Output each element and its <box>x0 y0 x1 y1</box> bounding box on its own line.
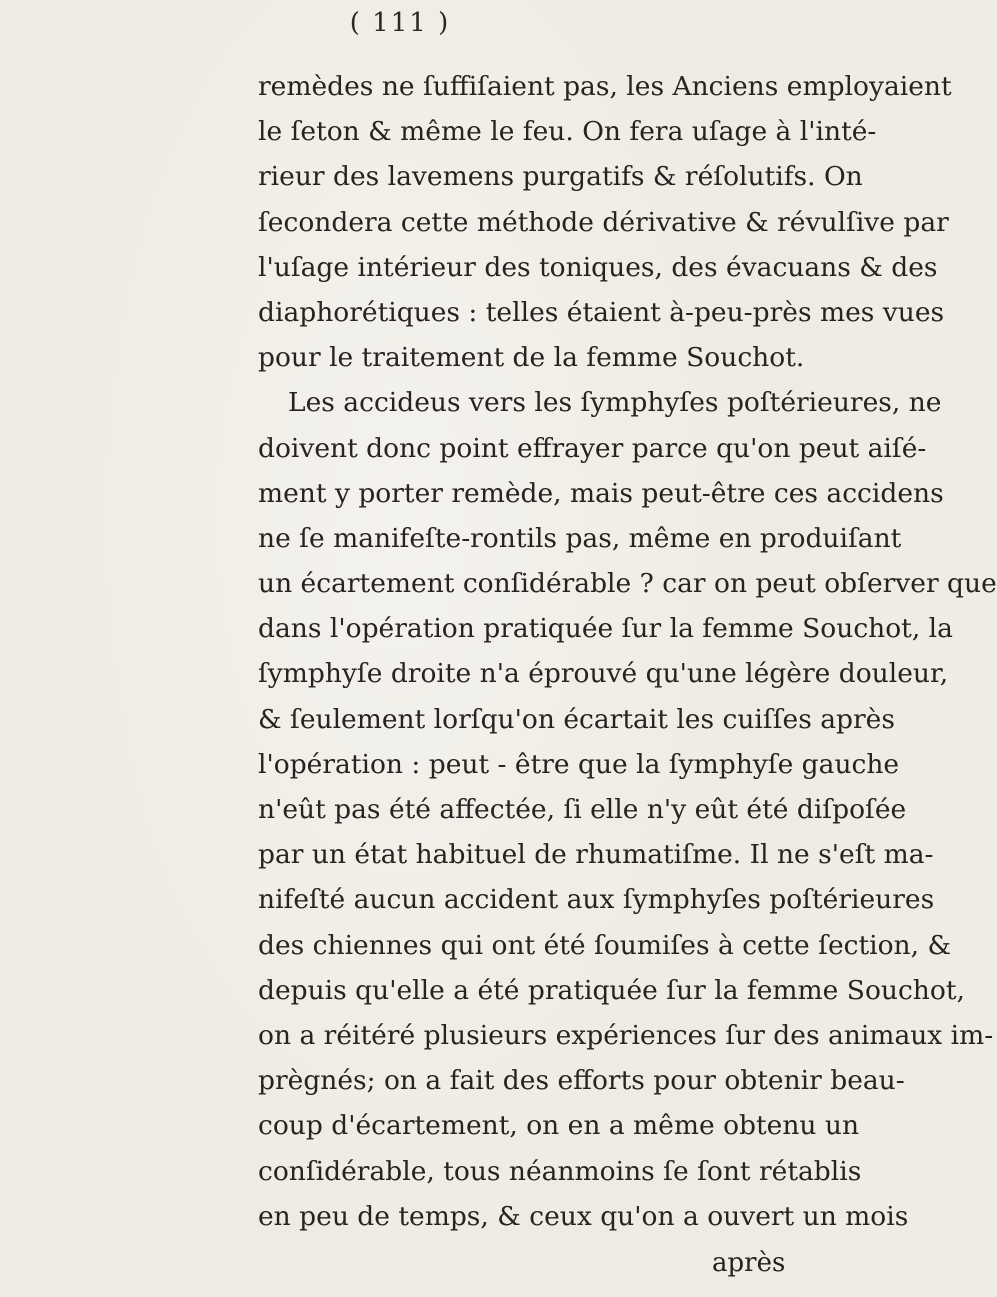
text-line: conſidérable, tous néanmoins ſe ſont rétablis <box>258 1155 862 1187</box>
page-number: ( 111 ) <box>349 8 451 38</box>
text-line: dans l'opération pratiquée ſur la femme Souchot, la <box>258 613 953 645</box>
text-line: diaphorétiques : telles étaient à-peu-près mes vues <box>258 296 945 328</box>
text-line: coup d'écartement, on en a même obtenu un <box>258 1110 860 1142</box>
text-line: nifeſté aucun accident aux ſymphyſes poſtérieures <box>258 884 935 916</box>
text-line: le ſeton & même le feu. On fera uſage à l'inté- <box>258 116 877 148</box>
text-line: remèdes ne ſuffiſaient pas, les Anciens employaient <box>258 71 952 102</box>
text-line: l'opération : peut - être que la ſymphyſe gauche <box>258 748 900 780</box>
text-line: par un état habituel de rhumatiſme. Il ne s'eſt ma- <box>258 839 934 871</box>
text-line: rieur des lavemens purgatifs & réſolutifs. On <box>258 161 863 193</box>
text-line: n'eût pas été affectée, ſi elle n'y eût été diſpoſée <box>258 794 907 825</box>
text-line: pour le traitement de la femme Souchot. <box>258 342 805 374</box>
text-line: l'uſage intérieur des toniques, des évacuans & des <box>258 251 938 283</box>
text-line: ſecondera cette méthode dérivative & révulſive par <box>258 206 949 238</box>
text-line: un écartement conſidérable ? car on peut obſerver que <box>258 568 997 600</box>
body-text <box>258 64 997 1239</box>
text-line: doivent donc point effrayer parce qu'on peut aiſé- <box>258 432 927 464</box>
text-line: depuis qu'elle a été pratiquée ſur la femme Souchot, <box>258 974 965 1006</box>
text-line: Les accideus vers les ſymphyſes poſtérieures, ne <box>288 387 942 419</box>
text-line: ſymphyſe droite n'a éprouvé qu'une légère douleur, <box>258 658 949 690</box>
text-line: prègnés; on a fait des efforts pour obtenir beau- <box>258 1065 905 1097</box>
text-line: & ſeulement lorſqu'on écartait les cuiſſes après <box>258 703 895 735</box>
text-line: des chiennes qui ont été ſoumiſes à cette ſection, & <box>258 929 952 961</box>
catchword: après <box>712 1248 786 1278</box>
text-line: on a réitéré plusieurs expériences ſur des animaux im- <box>258 1019 994 1051</box>
text-line: ment y porter remède, mais peut-être ces accidens <box>258 477 944 509</box>
text-line: en peu de temps, & ceux qu'on a ouvert un mois <box>258 1200 909 1232</box>
text-line: ne ſe manifeſte-rontils pas, même en produiſant <box>258 522 902 554</box>
